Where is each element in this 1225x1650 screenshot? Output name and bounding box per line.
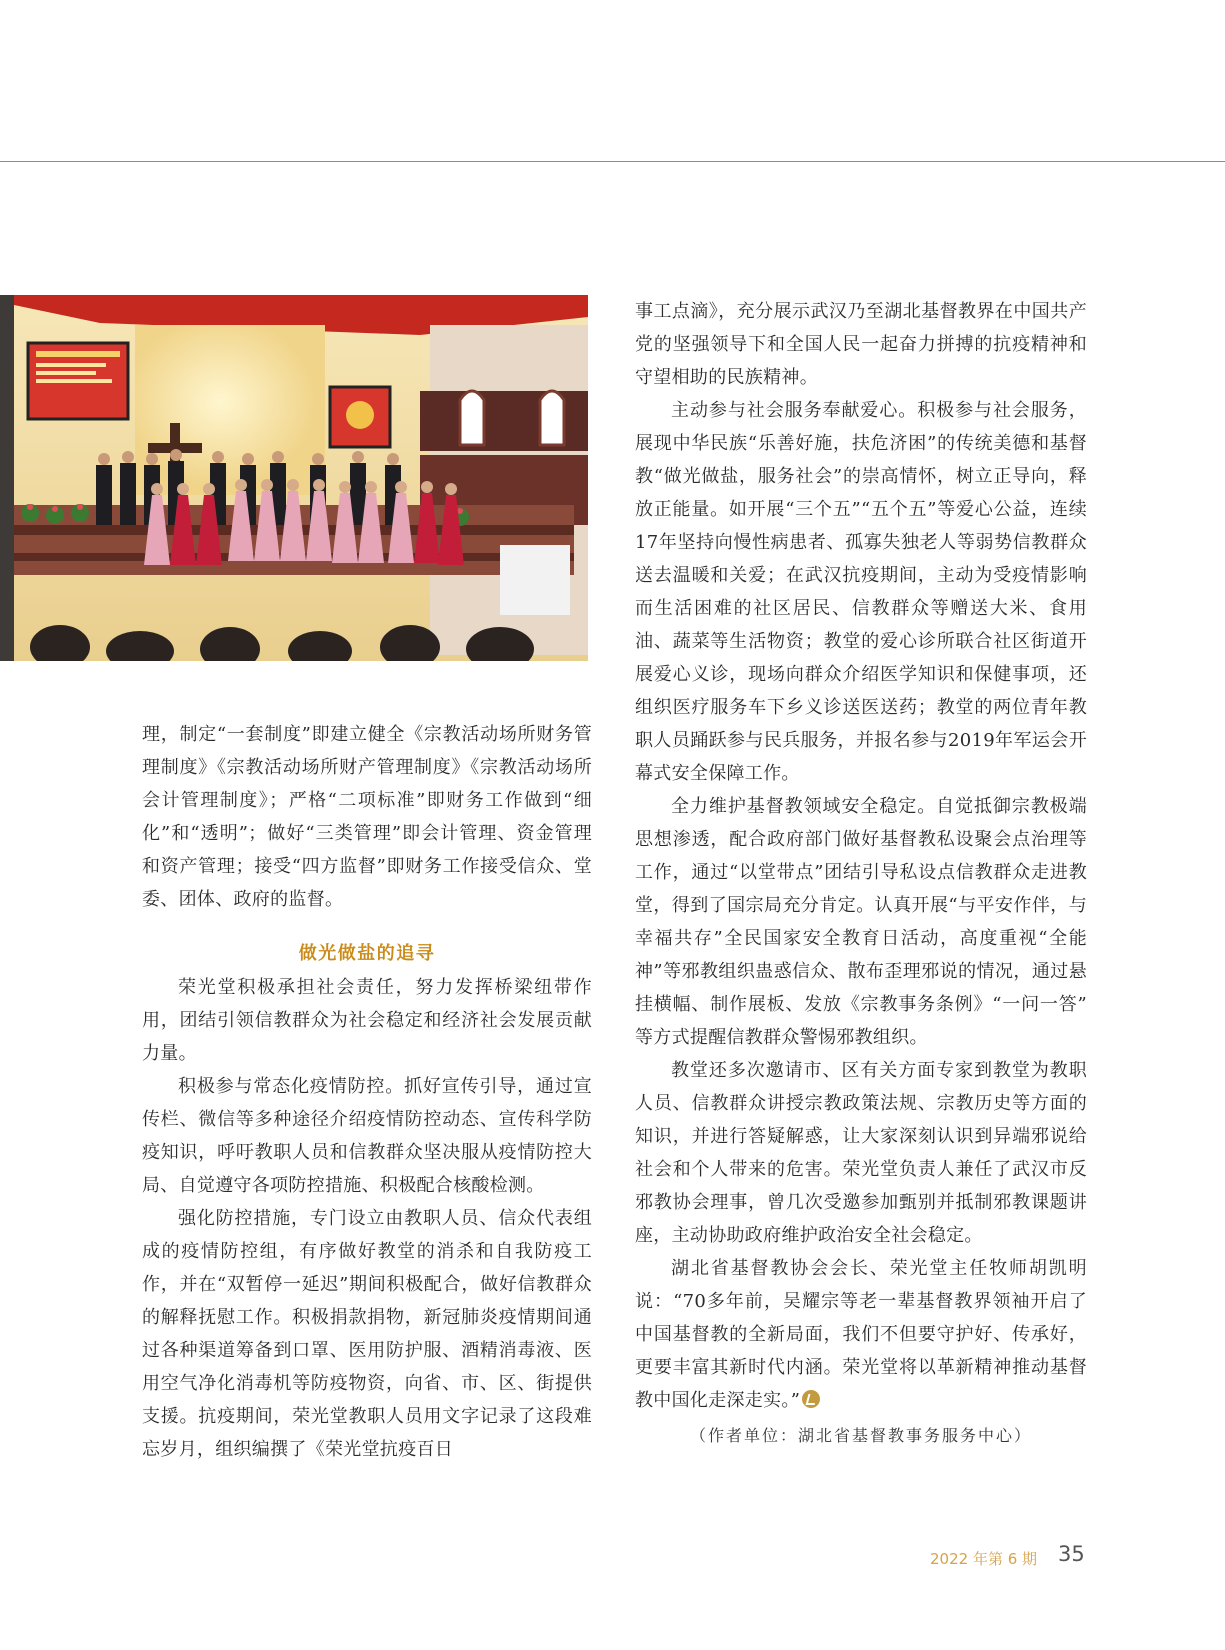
right-paragraph-4: 教堂还多次邀请市、区有关方面专家到教堂为教职人员、信教群众讲授宗教政策法规、宗教历史等方面的知识，并进行答疑解惑，让大家深刻认识到异端邪说给社会和个人带来的危害。荣光堂负责人兼任了武汉市反邪教协会理事，曾几次受邀参加甄别并抵制邪教课题讲座，主动协助政府维护政治安全社会稳定。 [635,1060,1087,1246]
right-paragraph-3: 全力维护基督教领域安全稳定。自觉抵御宗教极端思想渗透，配合政府部门做好基督教私设聚会点治理等工作，通过“以堂带点”团结引导私设点信教群众走进教堂，得到了国宗局充分肯定。认真开展“与平安作伴，与幸福共存”全民国家安全教育日活动，高度重视“全能神”等邪教组织蛊惑信众、散布歪理邪说的情况，通过悬挂横幅、制作展板、发放《宗教事务条例》“一问一答” 等方式提醒信教群众警惕邪教组织。 [635,796,1087,1048]
right-paragraph-2: 主动参与社会服务奉献爱心。积极参与社会服务，展现中华民族“乐善好施，扶危济困”的传统美德和基督教“做光做盐，服务社会”的崇高情怀，树立正导向，释放正能量。如开展“三个五”“五个五”等爱心公益，连续17年坚持向慢性病患者、孤寡失独老人等弱势信教群众送去温暖和关爱；在武汉抗疫期间，主动为受疫情影响而生活困难的社区居民、信教群众等赠送大米、食用油、蔬菜等生活物资；教堂的爱心诊所联合社区街道开展爱心义诊，现场向群众介绍医学知识和保健事项，还组织医疗服务车下乡义诊送医送药；教堂的两位青年教职人员踊跃参与民兵服务，并报名参与2019年军运会开幕式安全保障工作。 [635,400,1087,784]
closing-quote-text: 湖北省基督教协会会长、荣光堂主任牧师胡凯明说：“70多年前，吴耀宗等老一辈基督教界领袖开启了中国基督教的全新局面，我们不但要守护好、传承好，更要丰富其新时代内涵。荣光堂将以革新精神推动基督教中国化走深走实。” [635,1258,1087,1411]
page-number: 35 [1058,1542,1085,1566]
right-column [635,295,1087,1452]
choir-concert-photo [0,295,588,661]
left-paragraph-3: 积极参与常态化疫情防控。抓好宣传引导，通过宣传栏、微信等多种途径介绍疫情防控动态、宣传科学防疫知识，呼吁教职人员和信教群众坚决服从疫情防控大局、自觉遵守各项防控措施、积极配合核酸检测。 [142,1076,592,1196]
left-paragraph-2: 荣光堂积极承担社会责任，努力发挥桥梁纽带作用，团结引领信教群众为社会稳定和经济社会发展贡献力量。 [142,977,592,1064]
section-title: 做光做盐的追寻 [298,943,436,964]
header-rule [0,161,1225,162]
left-paragraph-1: 理，制定“一套制度”即建立健全《宗教活动场所财务管理制度》《宗教活动场所财产管理制度》《宗教活动场所会计管理制度》；严格“二项标准”即财务工作做到“细化”和“透明”；做好“三类管理”即会计管理、资金管理和资产管理；接受“四方监督”即财务工作接受信众、堂委、团体、政府的监督。 [142,724,592,910]
author-affiliation: （作者单位：湖北省基督教事务服务中心） [689,1426,1032,1445]
right-paragraph-1: 事工点滴》，充分展示武汉乃至湖北基督教界在中国共产党的坚强领导下和全国人民一起奋力拼搏的抗疫精神和守望相助的民族精神。 [635,301,1087,388]
left-column [142,718,592,1466]
end-mark-icon [802,1390,820,1408]
right-paragraph-5 [635,1252,1087,1417]
issue-label: 2022 年第 6 期 [930,1550,1038,1568]
church-choir-image [0,295,588,661]
left-paragraph-4: 强化防控措施，专门设立由教职人员、信众代表组成的疫情防控组，有序做好教堂的消杀和自我防疫工作，并在“双暂停一延迟”期间积极配合，做好信教群众的解释抚慰工作。积极捐款捐物，新冠肺炎疫情期间通过各种渠道筹备到口罩、医用防护服、酒精消毒液、医用空气净化消毒机等防疫物资，向省、市、区、街提供支援。抗疫期间，荣光堂教职人员用文字记录了这段难忘岁月，组织编撰了《荣光堂抗疫百日 [142,1208,592,1460]
